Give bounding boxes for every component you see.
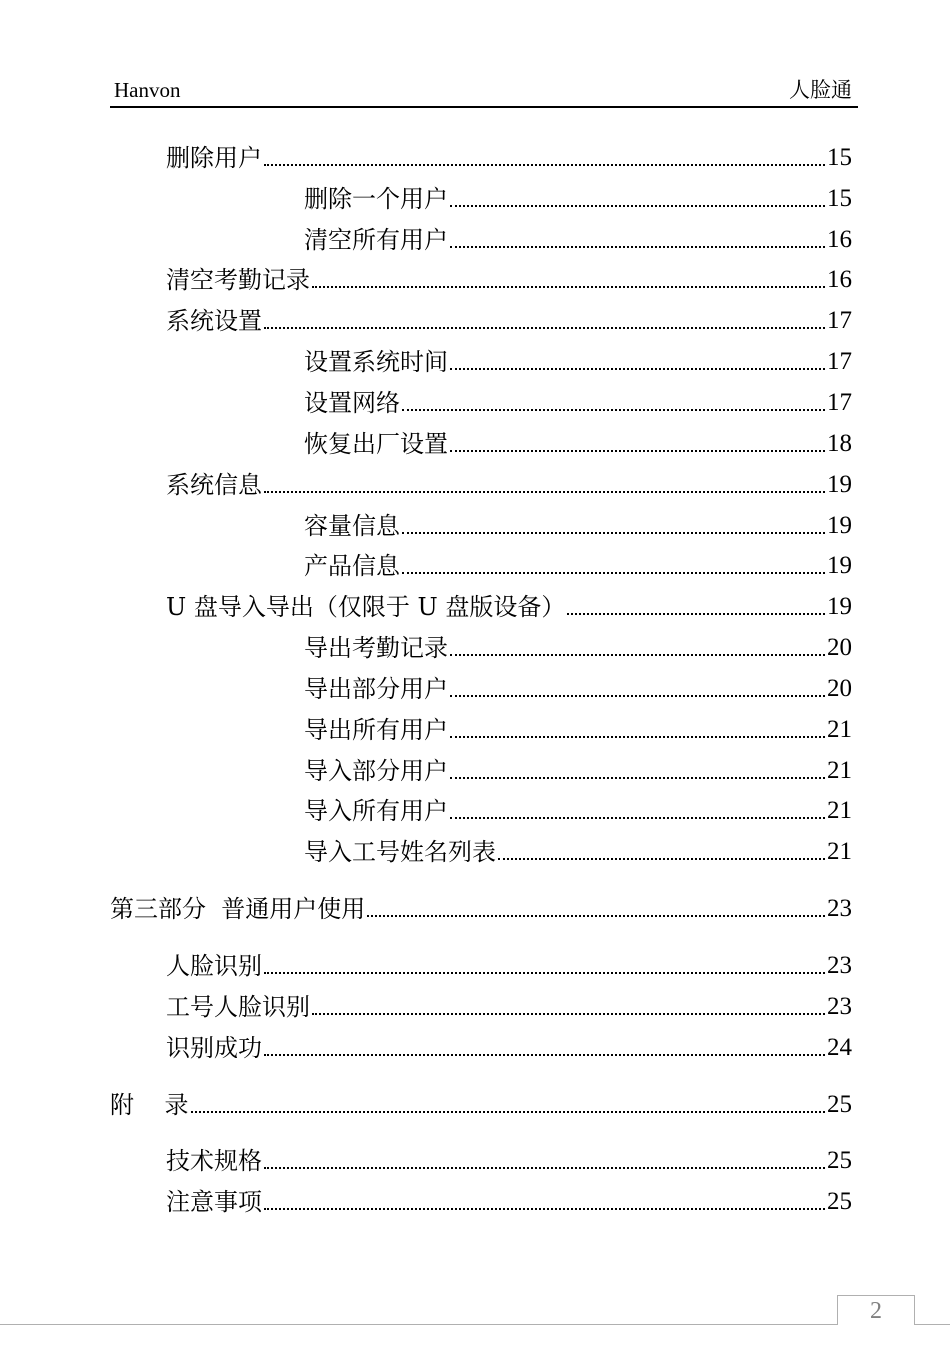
toc-entry-title: 导出部分用户 [304, 675, 448, 703]
toc-leader-dots [264, 490, 825, 493]
header-brand: Hanvon [114, 78, 181, 102]
toc-leader-dots [450, 245, 825, 248]
toc-entry-title: 恢复出厂设置 [304, 430, 448, 458]
toc-entry-page: 25 [827, 1147, 852, 1174]
toc-entry[interactable] [304, 506, 852, 540]
toc-entry-title: 清空所有用户 [304, 226, 448, 254]
toc-entry-page: 15 [827, 185, 852, 212]
toc-entry[interactable] [166, 301, 852, 335]
toc-chapter-entry[interactable] [110, 1085, 852, 1119]
toc-entry[interactable] [304, 342, 852, 376]
header-product-name: 人脸通 [789, 78, 852, 102]
toc-leader-dots [264, 1207, 825, 1210]
footer-rule [0, 1324, 838, 1325]
toc-leader-dots [264, 163, 825, 166]
toc-entry[interactable] [166, 1141, 852, 1175]
toc-entry-page: 19 [827, 471, 852, 498]
toc-entry-title: 系统信息 [166, 471, 262, 499]
toc-entry[interactable] [166, 587, 852, 621]
toc-entry-page: 16 [827, 266, 852, 293]
toc-entry-title: 技术规格 [166, 1147, 262, 1175]
toc-entry-page: 21 [827, 757, 852, 784]
toc-entry[interactable] [304, 628, 852, 662]
toc-entry[interactable] [304, 220, 852, 254]
toc-entry-page: 20 [827, 634, 852, 661]
toc-leader-dots [264, 971, 825, 974]
toc-entry[interactable] [304, 710, 852, 744]
toc-entry[interactable] [166, 946, 852, 980]
toc-entry-page: 17 [827, 307, 852, 334]
toc-leader-dots [264, 1166, 825, 1169]
toc-chapter-entry[interactable] [110, 889, 852, 923]
toc-entry[interactable] [166, 987, 852, 1021]
toc-entry-title: 删除一个用户 [304, 185, 448, 213]
toc-entry-page: 15 [827, 144, 852, 171]
toc-entry-title: 产品信息 [304, 552, 400, 580]
toc-leader-dots [498, 857, 825, 860]
toc-entry-page: 23 [827, 895, 852, 922]
toc-entry-title: 第三部分 普通用户使用 [110, 895, 366, 923]
toc-leader-dots [191, 1110, 825, 1113]
toc-entry-title: 导出考勤记录 [304, 634, 448, 662]
toc-leader-dots [567, 612, 825, 615]
toc-leader-dots [450, 694, 825, 697]
toc-leader-dots [450, 776, 825, 779]
toc-leader-dots [450, 367, 825, 370]
toc-entry-title: U 盘导入导出（仅限于 U 盘版设备） [166, 593, 566, 621]
toc-entry-page: 21 [827, 838, 852, 865]
toc-entry-title: 容量信息 [304, 512, 400, 540]
toc-entry-page: 17 [827, 348, 852, 375]
toc-leader-dots [367, 914, 825, 917]
toc-entry-title: 工号人脸识别 [166, 993, 310, 1021]
toc-leader-dots [402, 531, 825, 534]
toc-leader-dots [264, 326, 825, 329]
toc-entry-page: 25 [827, 1188, 852, 1215]
toc-entry-page: 18 [827, 430, 852, 457]
toc-entry-page: 16 [827, 226, 852, 253]
toc-entry[interactable] [304, 791, 852, 825]
toc-leader-dots [312, 285, 825, 288]
toc-entry-page: 23 [827, 993, 852, 1020]
toc-leader-dots [450, 653, 825, 656]
toc-entry-title: 人脸识别 [166, 952, 262, 980]
toc-entry-page: 23 [827, 952, 852, 979]
toc-entry-page: 19 [827, 512, 852, 539]
toc-entry[interactable] [304, 751, 852, 785]
toc-entry[interactable] [166, 260, 852, 294]
toc-entry-title: 导入工号姓名列表 [304, 838, 496, 866]
toc-entry-title: 清空考勤记录 [166, 266, 310, 294]
toc-entry-page: 21 [827, 716, 852, 743]
toc-leader-dots [402, 571, 825, 574]
toc-entry-page: 25 [827, 1091, 852, 1118]
toc-entry-title: 删除用户 [166, 144, 262, 172]
toc-entry-page: 17 [827, 389, 852, 416]
toc-entry-title: 导入部分用户 [304, 757, 448, 785]
toc-entry-page: 19 [827, 593, 852, 620]
toc-entry[interactable] [166, 1028, 852, 1062]
toc-leader-dots [450, 204, 825, 207]
toc-leader-dots [450, 735, 825, 738]
toc-entry-page: 24 [827, 1034, 852, 1061]
toc-entry[interactable] [304, 424, 852, 458]
toc-entry[interactable] [166, 1182, 852, 1216]
toc-entry[interactable] [304, 832, 852, 866]
toc-entry-title: 识别成功 [166, 1034, 262, 1062]
toc-leader-dots [312, 1012, 825, 1015]
toc-entry[interactable] [304, 179, 852, 213]
toc-entry-title: 附 录 [110, 1091, 189, 1119]
toc-leader-dots [402, 408, 825, 411]
toc-entry-title: 导出所有用户 [304, 716, 448, 744]
toc-entry[interactable] [304, 546, 852, 580]
toc-entry-title: 设置网络 [304, 389, 400, 417]
toc-entry-title: 导入所有用户 [304, 797, 448, 825]
toc-entry-title: 设置系统时间 [304, 348, 448, 376]
toc-entry-page: 19 [827, 552, 852, 579]
page-number: 2 [837, 1295, 915, 1325]
toc-entry[interactable] [166, 138, 852, 172]
toc-entry[interactable] [166, 465, 852, 499]
toc-entry[interactable] [304, 669, 852, 703]
toc-leader-dots [450, 449, 825, 452]
toc-leader-dots [450, 816, 825, 819]
toc-entry-title: 系统设置 [166, 307, 262, 335]
toc-entry-title: 注意事项 [166, 1188, 262, 1216]
footer-rule-right [914, 1324, 950, 1325]
toc-entry-page: 21 [827, 797, 852, 824]
toc-leader-dots [264, 1053, 825, 1056]
toc-entry[interactable] [304, 383, 852, 417]
toc-entry-page: 20 [827, 675, 852, 702]
